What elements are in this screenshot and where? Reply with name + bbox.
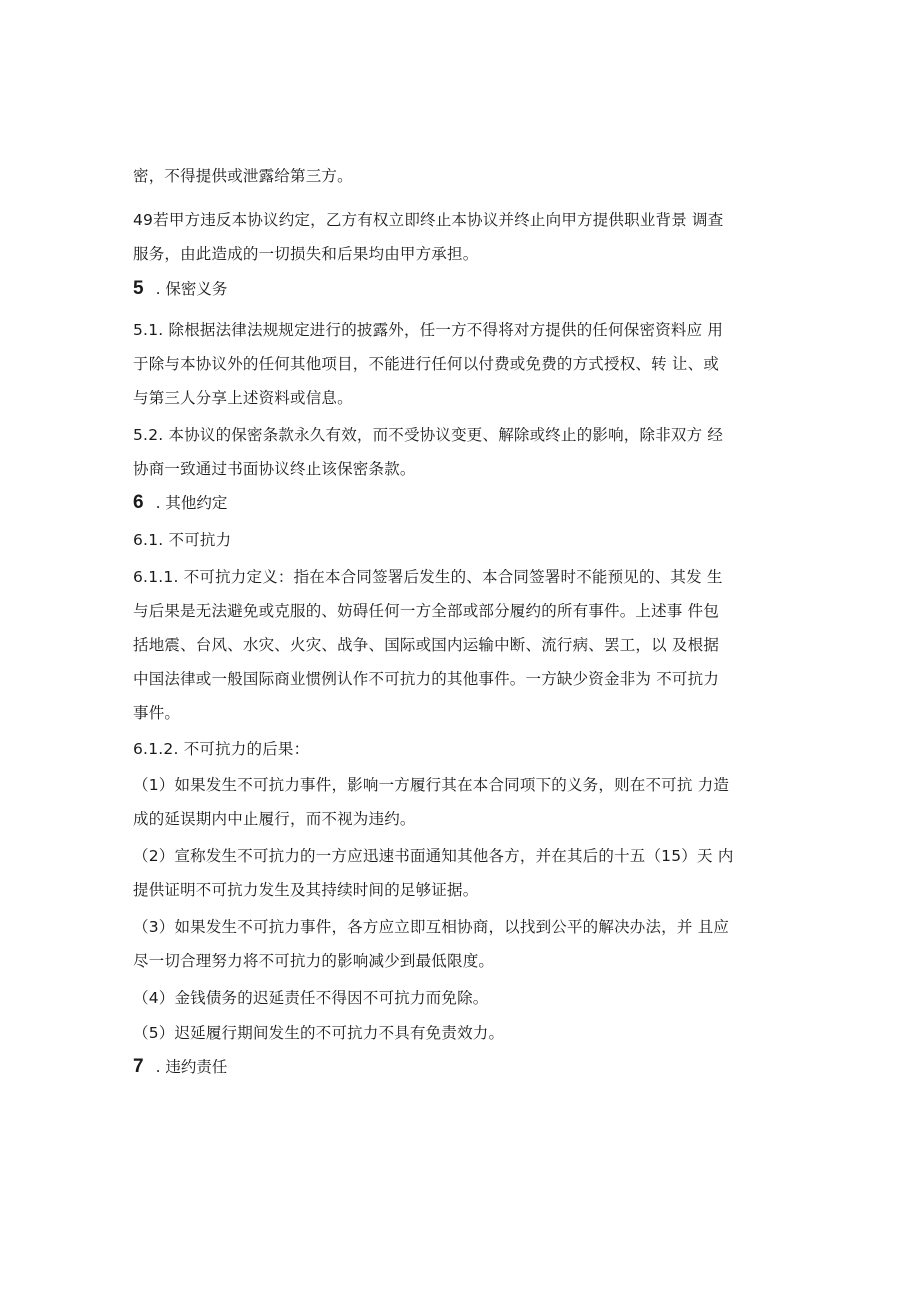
clause-6-1-1-line-3: 括地震、台风、水灾、火灾、战争、国际或国内运输中断、流行病、罢工，以 及根据: [133, 636, 720, 654]
item-1-line-1: （1）如果发生不可抗力事件，影响一方履行其在本合同项下的义务，则在不可抗 力造: [133, 776, 730, 794]
clause-5-2-line-1: 5.2. 本协议的保密条款永久有效，而不受协议变更、解除或终止的影响，除非双方 经: [133, 426, 724, 444]
section-title: . 其他约定: [155, 494, 228, 512]
clause-6-1-1-line-1: 6.1.1. 不可抗力定义：指在本合同签署后发生的、本合同签署时不能预见的、其发 生: [133, 568, 723, 586]
clause-5-1-line-3: 与第三人分享上述资料或信息。: [133, 389, 353, 407]
clause-4-9-line-2: 服务，由此造成的一切损失和后果均由甲方承担。: [133, 245, 479, 263]
item-1-line-2: 成的延误期内中止履行，而不视为违约。: [133, 810, 416, 828]
section-title: . 违约责任: [155, 1058, 228, 1076]
section-number: 7: [133, 1056, 144, 1077]
clause-4-9-line-1: 49若甲方违反本协议约定，乙方有权立即终止本协议并终止向甲方提供职业背景 调查: [133, 211, 724, 229]
section-number: 5: [133, 278, 144, 299]
item-3-line-1: （3）如果发生不可抗力事件，各方应立即互相协商，以找到公平的解决办法，并 且应: [133, 918, 730, 936]
item-4: （4）金钱债务的迟延责任不得因不可抗力而免除。: [133, 989, 489, 1007]
item-2-line-2: 提供证明不可抗力发生及其持续时间的足够证据。: [133, 881, 479, 899]
item-2-line-1: （2）宣称发生不可抗力的一方应迅速书面通知其他各方，并在其后的十五（15）天 内: [133, 847, 734, 865]
clause-5-1-line-2: 于除与本协议外的任何其他项目，不能进行任何以付费或免费的方式授权、转 让、或: [133, 355, 720, 373]
clause-6-1-1-line-5: 事件。: [133, 704, 181, 722]
item-3-line-2: 尽一切合理努力将不可抗力的影响减少到最低限度。: [133, 952, 495, 970]
clause-5-1-line-1: 5.1. 除根据法律法规规定进行的披露外，任一方不得将对方提供的任何保密资料应 用: [133, 321, 724, 339]
clause-5-2-line-2: 协商一致通过书面协议终止该保密条款。: [133, 460, 416, 478]
section-heading-7: [133, 1056, 227, 1078]
clause-6-1: 6.1. 不可抗力: [133, 531, 232, 549]
section-heading-5: [133, 278, 227, 300]
paragraph-continuation: 密，不得提供或泄露给第三方。: [133, 167, 353, 185]
clause-6-1-2: 6.1.2. 不可抗力的后果：: [133, 740, 310, 758]
clause-6-1-1-line-2: 与后果是无法避免或克服的、妨碍任何一方全部或部分履约的所有事件。上述事 件包: [133, 602, 720, 620]
section-heading-6: [133, 492, 227, 514]
section-number: 6: [133, 492, 144, 513]
section-title: . 保密义务: [155, 280, 228, 298]
clause-6-1-1-line-4: 中国法律或一般国际商业惯例认作不可抗力的其他事件。一方缺少资金非为 不可抗力: [133, 670, 720, 688]
item-5: （5）迟延履行期间发生的不可抗力不具有免责效力。: [133, 1024, 505, 1042]
